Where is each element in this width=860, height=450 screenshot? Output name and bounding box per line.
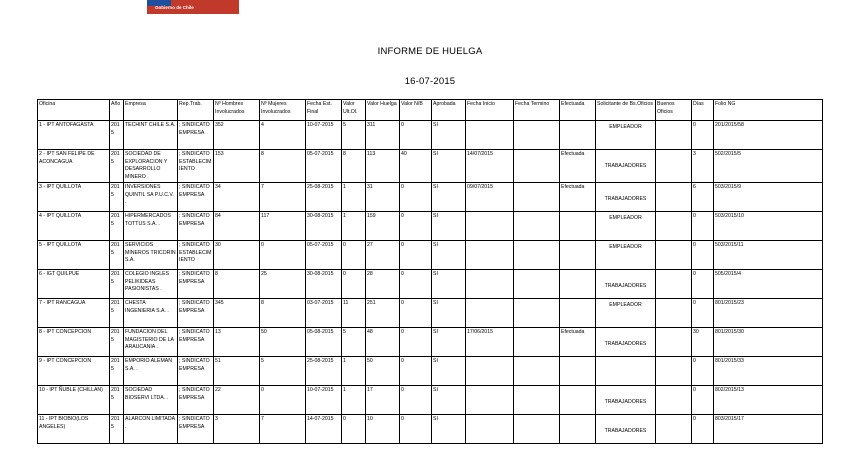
table-cell: 13 xyxy=(214,328,260,357)
table-cell: 4 - IPT QUILLOTA xyxy=(38,212,110,241)
table-cell xyxy=(596,357,656,386)
table-cell: 0 xyxy=(692,357,714,386)
table-cell xyxy=(560,415,596,444)
table-cell: Efectuada xyxy=(560,328,596,357)
table-cell: 8 - IPT CONCEPCION xyxy=(38,328,110,357)
table-row xyxy=(38,415,823,444)
table-cell: ; SINDICATO EMPRESA xyxy=(178,212,214,241)
table-cell: 2015 xyxy=(110,121,124,150)
table-cell: INVERSIONES QUINTIL SA P.U.C.V. . xyxy=(124,183,178,212)
table-cell xyxy=(596,212,656,241)
table-cell: 345 xyxy=(214,299,260,328)
table-cell: Efectuada xyxy=(560,183,596,212)
table-cell: 25-08-2015 xyxy=(306,183,342,212)
table-cell: 159 xyxy=(366,212,400,241)
table-cell: 0 xyxy=(692,415,714,444)
table-cell: EMPORIO ALEMAN S.A. . xyxy=(124,357,178,386)
solicitante-value: TRABAJADORES xyxy=(604,399,647,405)
column-header: Año xyxy=(110,100,124,121)
table-cell: COLEGIO INGLES PELIKIDEAS PASIONISTAS . xyxy=(124,270,178,299)
table-cell: 0 xyxy=(692,212,714,241)
table-cell: 801/2015/30 xyxy=(714,328,823,357)
table-cell: 0 xyxy=(400,241,432,270)
table-cell: 0 xyxy=(400,270,432,299)
table-cell: 2015 xyxy=(110,357,124,386)
table-cell: 5 - IPT QUILLOTA xyxy=(38,241,110,270)
table-cell xyxy=(656,328,692,357)
table-cell xyxy=(514,299,560,328)
table-cell: ; SINDICATO EMPRESA xyxy=(178,270,214,299)
table-cell xyxy=(514,121,560,150)
table-cell: 27 xyxy=(366,241,400,270)
column-header: Nº Mujeres Involucrados xyxy=(260,100,306,121)
table-cell: 84 xyxy=(214,212,260,241)
table-cell: 0 xyxy=(400,357,432,386)
table-cell: 34 xyxy=(214,183,260,212)
solicitante-value: TRABAJADORES xyxy=(604,283,647,289)
table-cell: 503/2015/10 xyxy=(714,212,823,241)
table-cell: 1 - IPT ANTOFAGASTA xyxy=(38,121,110,150)
table-cell xyxy=(596,415,656,444)
table-cell xyxy=(656,415,692,444)
table-cell: ALARCON LIMITADA . xyxy=(124,415,178,444)
table-cell xyxy=(596,121,656,150)
table-cell xyxy=(560,121,596,150)
column-header: Valor Ult.Ol. xyxy=(342,100,366,121)
table-cell xyxy=(596,241,656,270)
table-cell: 9 - IPT CONCEPCION xyxy=(38,357,110,386)
table-cell xyxy=(514,386,560,415)
table-cell: 801/2015/33 xyxy=(714,357,823,386)
table-cell: 14-07-2015 xyxy=(306,415,342,444)
table-row xyxy=(38,299,823,328)
table-cell: 05-07-2015 xyxy=(306,241,342,270)
column-header: Valor N/B xyxy=(400,100,432,121)
solicitante-value: TRABAJADORES xyxy=(604,163,647,169)
table-cell: 2015 xyxy=(110,270,124,299)
table-cell: SI xyxy=(432,328,466,357)
table-row xyxy=(38,270,823,299)
table-cell: 10-07-2015 xyxy=(306,386,342,415)
table-cell: 0 xyxy=(260,386,306,415)
table-cell xyxy=(514,241,560,270)
table-cell xyxy=(466,415,514,444)
column-header: Días xyxy=(692,100,714,121)
table-cell xyxy=(514,150,560,183)
table-cell xyxy=(466,386,514,415)
report-date: 16-07-2015 xyxy=(404,76,456,87)
table-cell: 3 xyxy=(214,415,260,444)
table-row xyxy=(38,150,823,183)
table-cell: SI xyxy=(432,386,466,415)
table-cell: 0 xyxy=(342,270,366,299)
table-cell: 31 xyxy=(366,183,400,212)
table-cell: 11 xyxy=(342,299,366,328)
table-cell: 5 xyxy=(342,328,366,357)
column-header: Nº Hombres Involucrados xyxy=(214,100,260,121)
table-cell: ; SINDICATO EMPRESA xyxy=(178,121,214,150)
column-header: Valor Huelga xyxy=(366,100,400,121)
table-cell xyxy=(560,299,596,328)
table-cell: 3 - IPT QUILLOTA xyxy=(38,183,110,212)
column-header: Empresa xyxy=(124,100,178,121)
table-cell: 2 - IPT SAN FELIPE DE ACONCAGUA xyxy=(38,150,110,183)
table-cell: ; SINDICATO ESTABLECIM IENTO xyxy=(178,241,214,270)
table-cell: 10 - IPT ÑUBLE (CHILLAN) xyxy=(38,386,110,415)
table-cell: 2015 xyxy=(110,150,124,183)
column-header: Efectuada xyxy=(560,100,596,121)
table-cell: 0 xyxy=(400,299,432,328)
solicitante-value: EMPLEADOR xyxy=(609,215,642,221)
table-cell: ; SINDICATO EMPRESA xyxy=(178,183,214,212)
table-row xyxy=(38,328,823,357)
table-cell: 801/2015/23 xyxy=(714,299,823,328)
table-cell: 2015 xyxy=(110,386,124,415)
solicitante-value: EMPLEADOR xyxy=(609,302,642,308)
table-cell: 0 xyxy=(692,241,714,270)
strike-report-table xyxy=(37,99,823,444)
table-cell xyxy=(514,328,560,357)
column-header: Aprobada xyxy=(432,100,466,121)
table-cell: 251 xyxy=(366,299,400,328)
table-cell: 30 xyxy=(692,328,714,357)
table-cell: 0 xyxy=(342,241,366,270)
table-cell: 03-07-2015 xyxy=(306,299,342,328)
table-cell: ; SINDICATO EMPRESA xyxy=(178,357,214,386)
table-cell: 503/2015/9 xyxy=(714,183,823,212)
table-cell: 30-08-2015 xyxy=(306,212,342,241)
table-cell: SI xyxy=(432,183,466,212)
table-cell: SI xyxy=(432,121,466,150)
table-header-row xyxy=(38,100,823,121)
table-cell xyxy=(466,241,514,270)
table-cell: 503/2015/11 xyxy=(714,241,823,270)
table-cell: 7 - IPT RANCAGUA xyxy=(38,299,110,328)
table-cell: 0 xyxy=(400,328,432,357)
table-cell xyxy=(596,328,656,357)
table-cell: 25-08-2015 xyxy=(306,357,342,386)
table-cell: 803/2015/17 xyxy=(714,415,823,444)
column-header: Oficina xyxy=(38,100,110,121)
table-cell: 0 xyxy=(260,241,306,270)
column-header: Fecha Inicio xyxy=(466,100,514,121)
table-cell: 4 xyxy=(260,121,306,150)
gobierno-logo xyxy=(147,0,239,14)
table-cell: 2015 xyxy=(110,241,124,270)
table-cell: 11 - IPT BIOBIO(LOS ANGELES) xyxy=(38,415,110,444)
table-cell xyxy=(514,357,560,386)
table-cell: 17 xyxy=(366,386,400,415)
table-cell: 17/06/2015 xyxy=(466,328,514,357)
table-cell: 30-08-2015 xyxy=(306,270,342,299)
table-cell xyxy=(514,270,560,299)
table-cell: TECHINT CHILE S.A. xyxy=(124,121,178,150)
table-cell: 8 xyxy=(342,150,366,183)
solicitante-value xyxy=(597,358,654,370)
table-cell: 1 xyxy=(342,212,366,241)
table-cell: ; SINDICATO EMPRESA xyxy=(178,415,214,444)
table-cell xyxy=(656,183,692,212)
table-cell: 7 xyxy=(260,415,306,444)
table-cell: 2015 xyxy=(110,415,124,444)
table-body xyxy=(38,121,823,444)
table-cell: 113 xyxy=(366,150,400,183)
table-cell xyxy=(514,212,560,241)
solicitante-value: EMPLEADOR xyxy=(609,124,642,130)
table-cell: 50 xyxy=(260,328,306,357)
table-cell: Efectuada xyxy=(560,150,596,183)
logo-text: Gobierno de Chile xyxy=(155,5,194,10)
table-cell: 5 xyxy=(342,121,366,150)
table-cell xyxy=(596,299,656,328)
table-cell: 0 xyxy=(692,121,714,150)
table-cell: 0 xyxy=(400,386,432,415)
column-header: Folio NG xyxy=(714,100,823,121)
table-cell xyxy=(656,270,692,299)
table-cell xyxy=(656,357,692,386)
column-header: Buenos Oficios xyxy=(656,100,692,121)
table-cell: 8 xyxy=(260,299,306,328)
table-cell: 2015 xyxy=(110,183,124,212)
table-cell: SOCIEDAD BIOSERVI LTDA. . xyxy=(124,386,178,415)
table-cell: SI xyxy=(432,357,466,386)
table-cell: ; SINDICATO EMPRESA xyxy=(178,386,214,415)
report-title: INFORME DE HUELGA xyxy=(377,46,483,57)
table-cell xyxy=(560,386,596,415)
table-cell: 0 xyxy=(692,299,714,328)
table-cell xyxy=(656,150,692,183)
table-cell: 0 xyxy=(342,415,366,444)
table-cell: 0 xyxy=(692,270,714,299)
table-cell xyxy=(656,299,692,328)
table-cell xyxy=(560,270,596,299)
table-cell: ; SINDICATO ESTABLECIM IENTO xyxy=(178,150,214,183)
table-cell: 22 xyxy=(214,386,260,415)
table-cell xyxy=(596,150,656,183)
column-header: Rep.Trab. xyxy=(178,100,214,121)
table-cell xyxy=(656,212,692,241)
table-cell: 1 xyxy=(342,357,366,386)
table-cell: SI xyxy=(432,270,466,299)
table-cell: 502/2015/5 xyxy=(714,150,823,183)
table-cell xyxy=(656,386,692,415)
table-cell: 6 xyxy=(692,183,714,212)
table-cell: 50 xyxy=(366,357,400,386)
table-cell: 05-08-2015 xyxy=(306,328,342,357)
column-header: Fecha Termino xyxy=(514,100,560,121)
table-cell: 8 xyxy=(214,270,260,299)
table-cell: SI xyxy=(432,150,466,183)
table-cell xyxy=(596,386,656,415)
table-cell: 201/2015/58 xyxy=(714,121,823,150)
table-cell xyxy=(596,183,656,212)
table-cell: ; SINDICATO EMPRESA xyxy=(178,328,214,357)
table-row xyxy=(38,386,823,415)
table-cell: 25 xyxy=(260,270,306,299)
table-cell: 40 xyxy=(400,150,432,183)
table-row xyxy=(38,183,823,212)
solicitante-value: TRABAJADORES xyxy=(604,428,647,434)
table-row xyxy=(38,121,823,150)
table-cell: 6 - IGT QUILPUE xyxy=(38,270,110,299)
table-cell xyxy=(466,357,514,386)
table-cell xyxy=(656,241,692,270)
table-cell: 153 xyxy=(214,150,260,183)
table-cell: 0 xyxy=(400,415,432,444)
table-cell: 3 xyxy=(692,150,714,183)
table-cell xyxy=(466,299,514,328)
table-cell: 0 xyxy=(400,183,432,212)
table-cell: 0 xyxy=(400,212,432,241)
table-cell: 802/2015/13 xyxy=(714,386,823,415)
table-cell: 2015 xyxy=(110,212,124,241)
table-cell xyxy=(466,121,514,150)
table-cell: 14/07/2015 xyxy=(466,150,514,183)
table-cell: 0 xyxy=(692,386,714,415)
table-cell: 311 xyxy=(366,121,400,150)
table-cell: SI xyxy=(432,241,466,270)
column-header: Fecha Est. Final xyxy=(306,100,342,121)
table-cell: SI xyxy=(432,212,466,241)
table-cell xyxy=(560,241,596,270)
table-cell: 48 xyxy=(366,328,400,357)
table-cell: 8 xyxy=(260,150,306,183)
table-cell: 2015 xyxy=(110,328,124,357)
table-cell: 505/2015/4 xyxy=(714,270,823,299)
table-cell: 117 xyxy=(260,212,306,241)
table-cell: CHESTA INGENIERIA S.A. . xyxy=(124,299,178,328)
table-cell xyxy=(466,270,514,299)
table-cell: SERVICIOS MINEROS TRICORIN S.A. xyxy=(124,241,178,270)
table-cell xyxy=(560,212,596,241)
table-cell: 1 xyxy=(342,183,366,212)
table-cell xyxy=(596,270,656,299)
table-cell: 5 xyxy=(260,357,306,386)
table-cell: 09/07/2015 xyxy=(466,183,514,212)
table-cell: 28 xyxy=(366,270,400,299)
table-cell: 1 xyxy=(342,386,366,415)
table-cell: 10 xyxy=(366,415,400,444)
table-cell: 352 xyxy=(214,121,260,150)
table-cell xyxy=(656,121,692,150)
table-cell: SI xyxy=(432,299,466,328)
table-cell: SI xyxy=(432,415,466,444)
table-row xyxy=(38,357,823,386)
column-header: Solicitante de Bs.Oficios xyxy=(596,100,656,121)
table-cell xyxy=(560,357,596,386)
solicitante-value: EMPLEADOR xyxy=(609,244,642,250)
table-cell: 30 xyxy=(214,241,260,270)
table-cell: 10-07-2015 xyxy=(306,121,342,150)
table-cell xyxy=(466,212,514,241)
solicitante-value: TRABAJADORES xyxy=(604,196,647,202)
table-cell: 0 xyxy=(400,121,432,150)
table-cell xyxy=(514,183,560,212)
table-row xyxy=(38,241,823,270)
table-row xyxy=(38,212,823,241)
table-cell: FUNDACION DEL MAGISTERIO DE LA ARAUCANIA . xyxy=(124,328,178,357)
table-cell: HIPERMERCADOS TOTTUS S.A. . xyxy=(124,212,178,241)
table-cell xyxy=(514,415,560,444)
table-cell: ; SINDICATO EMPRESA xyxy=(178,299,214,328)
table-cell: 7 xyxy=(260,183,306,212)
table-cell: 51 xyxy=(214,357,260,386)
table-cell: 05-07-2015 xyxy=(306,150,342,183)
solicitante-value: TRABAJADORES xyxy=(604,341,647,347)
table-cell: 2015 xyxy=(110,299,124,328)
table-cell: SOCIEDAD DE EXPLORACION Y DESARROLLO MINERO . xyxy=(124,150,178,183)
